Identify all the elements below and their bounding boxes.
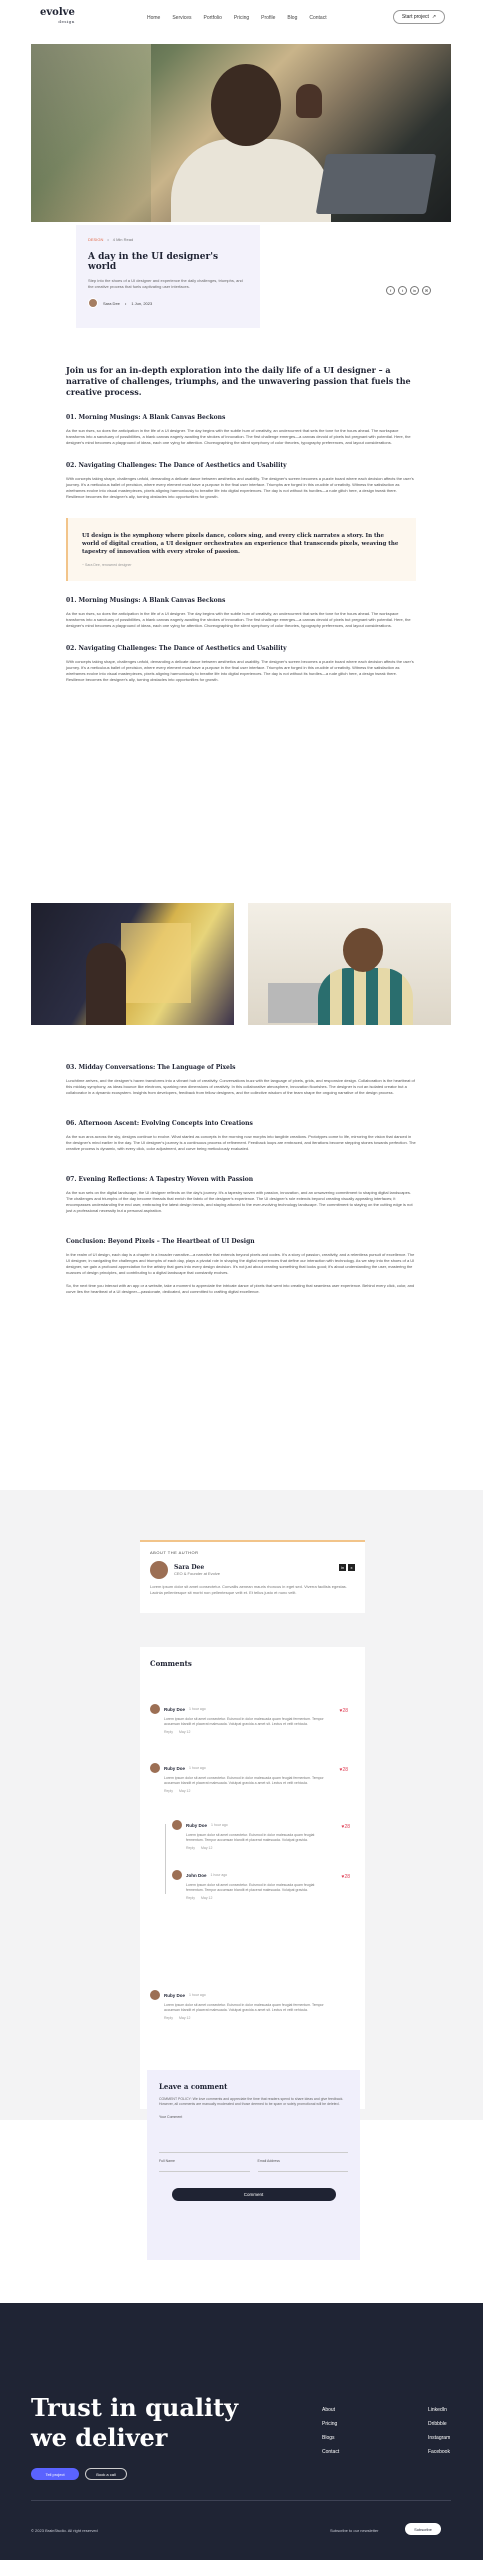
comment-time: 1 hour ago	[189, 1707, 206, 1711]
share-buttons	[386, 286, 431, 295]
avatar	[150, 1763, 160, 1773]
footer-headline-line2: we deliver	[31, 2423, 168, 2452]
comment-date: May 12	[178, 1789, 191, 1793]
nav-contact[interactable]: Contact	[309, 15, 327, 21]
comment-item	[150, 1763, 348, 1793]
comment-date: May 12	[178, 1730, 191, 1734]
hero-person-head	[211, 64, 281, 146]
section-paragraph: As the sun sets on the digital landscape, the UI designer reflects on the day's journey. It's a tapestry woven with passion, innovation, and an unwavering commitment to shaping digital landscapes. The challenges and triumphs of the day become threads that enrich the fabric of the designer's experience. The UI designer's role extends beyond creating visually appealing interfaces; it encompasses understanding the end user, embracing the latest design trends, and staying attuned to the ever-evolving technology landscape. The commitment to staying on the cutting edge is not just a professional necessity but a personal aspiration.	[66, 1190, 413, 1213]
reply-button[interactable]: Reply	[164, 2016, 173, 2020]
article-body-continued	[66, 1064, 416, 1295]
comment-text: Lorem ipsum dolor sit amet consectetur. Euismod in dolor malesuada quam feugiat fermentum. Tempor accumsan blandit et placerat malesuada. Volutpat gravida.	[186, 1883, 315, 1892]
comment-author: Ruby Doe	[164, 1992, 186, 1998]
comment-head	[150, 1704, 330, 1714]
section-paragraph: With concepts taking shape, challenges unfold, demanding a delicate dance between aesthetics and usability. The designer's screen becomes a puzzle board where each decision affects the user's journey. It's a meticulous ballet of precision, where every element must have a purpose in the final user interface. Triumphs are forged in this crucible of creativity. Witness the satisfaction as wireframes evolve into visual masterpieces, pixels aligning harmoniously to breathe life into digital experiences. The day is not without its hurdles—a rude glitch here, a design tweak there. Resilience becomes the designer's ally, turning obstacles into opportunities for growth.	[66, 476, 414, 499]
comment-time: 1 hour ago	[189, 1993, 206, 1997]
reply-thread-line	[165, 1824, 166, 1894]
post-date: 1 Jun, 2023	[131, 300, 153, 306]
copyright: © 2023 BrainStudio. All right reserved	[31, 2528, 98, 2533]
article-photos	[31, 903, 451, 1025]
like-count: 28	[344, 1874, 350, 1880]
footer-divider	[31, 2500, 451, 2501]
author-text	[174, 1564, 220, 1576]
author-role: CEO & Founder at Evolve	[174, 1571, 221, 1576]
site-footer	[0, 2303, 483, 2560]
comment-author: John Doe	[186, 1872, 207, 1878]
photo-designer-screen	[31, 903, 234, 1025]
twitter-icon[interactable]: t	[398, 286, 407, 295]
footer-link-instagram[interactable]: Instagram	[428, 2435, 451, 2441]
nav-home[interactable]: Home	[147, 15, 161, 21]
facebook-icon[interactable]: f	[386, 286, 395, 295]
post-category[interactable]: DESIGN	[88, 237, 104, 242]
reply-button[interactable]: Reply	[186, 1846, 195, 1850]
main-nav	[147, 15, 327, 21]
section-paragraph: So, the next time you interact with an app or a website, take a moment to appreciate the intricate dance of pixels that went into creating that seamless user experience. Behind every click, color, and curve lies the heartbeat of a UI designer—passionate, dedicated, and committed to crafting digital excellence.	[66, 1283, 415, 1294]
logo-subtext: design	[58, 19, 75, 24]
linkedin-icon[interactable]: in	[410, 286, 419, 295]
post-header-card	[76, 225, 260, 328]
hero-person-body	[171, 139, 331, 222]
comment-meta	[164, 2016, 330, 2020]
heart-icon: ♥	[341, 1874, 345, 1880]
comment-head	[150, 1990, 330, 2000]
comment-time: 1 hour ago	[210, 1873, 228, 1877]
post-meta	[88, 237, 248, 242]
article-lead: Join us for an in-depth exploration into the daily life of a UI designer – a narrative of challenges, triumphs, and the unwavering passion that fuels the creative process.	[66, 365, 411, 397]
section-heading: 07. Evening Reflections: A Tapestry Woven with Passion	[66, 1176, 254, 1183]
author-name: Sara Dee	[174, 1564, 205, 1571]
footer-link-facebook[interactable]: Facebook	[428, 2449, 450, 2455]
footer-link-linkedin[interactable]: LinkedIn	[428, 2407, 447, 2413]
logo[interactable]	[40, 8, 75, 26]
quote-text: UI design is the symphony where pixels dance, colors sing, and every click narrates a story. In the world of digital creation, a UI designer orchestrates an experience that transcends pixels, weaving the tapestry of innovation with every stroke of passion.	[82, 533, 399, 555]
read-time: 4 Min Read	[112, 237, 134, 242]
hero-image	[31, 44, 451, 222]
hero-light	[31, 44, 151, 222]
about-author-box	[140, 1540, 365, 1613]
comment-text: Lorem ipsum dolor sit amet consectetur. Euismod in dolor malesuada quam feugiat fermentum. Tempor accumsan blandit et placerat malesuada. Volutpat gravida.	[186, 1833, 315, 1842]
site-header	[0, 0, 483, 38]
reply-button[interactable]: Reply	[164, 1730, 173, 1734]
footer-link-blogs[interactable]: Blogs	[322, 2435, 335, 2441]
section-paragraph: As the sun rises, so does the anticipation in the life of a UI designer. The day begins with the subtle hum of creativity, an undercurrent that sets the tone for the hours ahead. The workspace transforms into a sanctuary of possibilities, a blank canvas eagerly awaiting the strokes of innovation. The first challenge emerges—a canvas devoid of pixels but pregnant with potential. Here, the designer's mind becomes a playground of ideas, each one vying for attention. Choreographing the silent symphony of color theories, typography preferences, and layout considerations.	[66, 611, 411, 628]
reply-button[interactable]: Reply	[164, 1789, 173, 1793]
author-social	[339, 1564, 355, 1571]
heart-icon: ♥	[339, 1767, 343, 1773]
blockquote	[66, 518, 416, 581]
comment-meta	[164, 1789, 330, 1793]
like-button[interactable]	[341, 1824, 350, 1830]
nav-profile[interactable]: Profile	[261, 15, 276, 21]
comment-author: Ruby Doe	[164, 1765, 186, 1771]
photo-person	[86, 943, 126, 1025]
comment-time: 1 hour ago	[211, 1823, 228, 1827]
newsletter-text: Subscribe to our newsletter	[330, 2528, 379, 2533]
dot-separator: •	[107, 237, 109, 242]
nav-pricing[interactable]: Pricing	[233, 15, 250, 21]
comment-policy: COMMENT POLICY: We love comments and appreciate the time that readers spend to share ideas and give feedback. However, all comments are manually moderated and those deemed to be spam or solely promotional will be deleted.	[159, 2097, 344, 2106]
comment-author: Ruby Doe	[164, 1706, 186, 1712]
reply-button[interactable]: Reply	[186, 1896, 195, 1900]
start-project-button[interactable]	[393, 10, 445, 24]
nav-portfolio[interactable]: Portfolio	[203, 15, 222, 21]
submit-comment-button[interactable]: Comment	[172, 2188, 336, 2201]
footer-headline-line1: Trust in quality	[31, 2393, 239, 2422]
reply-item	[172, 1870, 350, 1900]
start-project-label: Start project	[401, 14, 429, 20]
comment-field-label: Your Comment	[159, 2115, 183, 2119]
photo-person-shirt	[318, 968, 413, 1025]
author-info	[150, 1561, 355, 1579]
section-heading: 01. Morning Musings: A Blank Canvas Beckons	[66, 597, 226, 604]
comment-meta	[186, 1896, 332, 1900]
comment-date: May 12	[200, 1846, 213, 1850]
comment-author: Ruby Doe	[186, 1822, 208, 1828]
comment-meta	[186, 1846, 332, 1850]
comment-item	[150, 1704, 348, 1734]
comment-date: May 12	[178, 2016, 191, 2020]
photo-screen	[121, 923, 191, 1003]
footer-link-pricing[interactable]: Pricing	[322, 2421, 338, 2427]
comment-textarea[interactable]	[159, 2119, 348, 2153]
like-button[interactable]	[341, 1874, 350, 1880]
hero-laptop	[316, 154, 437, 214]
post-excerpt: Step into the shoes of a UI designer and experience the daily challenges, triumphs, and the creative process that fuels captivating user interfaces.	[88, 278, 243, 289]
footer-headline	[31, 2393, 238, 2453]
section-heading: 03. Midday Conversations: The Language of Pixels	[66, 1064, 236, 1071]
footer-link-dribbble[interactable]: Dribbble	[428, 2421, 447, 2427]
mail-icon[interactable]: ✉	[422, 286, 431, 295]
footer-link-about[interactable]: About	[322, 2407, 336, 2413]
section-heading: 01. Morning Musings: A Blank Canvas Beckons	[66, 414, 226, 421]
reply-item	[172, 1820, 350, 1850]
form-title: Leave a comment	[159, 2082, 228, 2091]
section-paragraph: With concepts taking shape, challenges unfold, demanding a delicate dance between aesthetics and usability. The designer's screen becomes a puzzle board where each decision affects the user's journey. It's a meticulous ballet of precision, where every element must have a purpose in the final user interface. Triumphs are forged in this crucible of creativity. Witness the satisfaction as wireframes evolve into visual masterpieces, pixels aligning harmoniously to breathe life into digital experiences. The day is not without its hurdles—a rude glitch here, a design tweak there. Resilience becomes the designer's ally, turning obstacles into opportunities for growth.	[66, 659, 414, 682]
comments-title: Comments	[150, 1659, 192, 1668]
book-call-button[interactable]: Book a call	[85, 2468, 127, 2480]
avatar	[88, 298, 98, 308]
dot-separator: •	[124, 300, 127, 306]
like-count: 28	[342, 1767, 348, 1773]
section-paragraph: Lunchtime arrives, and the designer's haven transforms into a vibrant hub of creativity. Conversations buzz with the language of pixels, grids, and responsive design. Collaboration is the heartbeat of this midday symphony, as ideas bounce like electrons, sparking new dimensions of creativity. In this collaborative atmosphere, innovation flourishes. The designer is not an isolated creator but a collaborator in a dynamic ecosystem. Insights from developers, feedback from fellow designers, and the collective wisdom of the team shape the ongoing narrative of the design process.	[66, 1078, 415, 1095]
post-author	[88, 298, 248, 308]
comment-text: Lorem ipsum dolor sit amet consectetur. Euismod in dolor malesuada quam feugiat fermentum. Tempor accumsan blandit et placerat malesuada. Volutpat gravida a amet sit. Lectus et velit vehicula.	[164, 1717, 324, 1726]
quote-author: ~ Sara Dee, renowned designer	[82, 563, 132, 567]
photo-person-head	[343, 928, 383, 972]
twitter-icon[interactable]: x	[348, 1564, 355, 1571]
post-title: A day in the UI designer's world	[88, 252, 219, 272]
full-name-field[interactable]: Full Name	[159, 2159, 250, 2172]
section-heading: Conclusion: Beyond Pixels – The Heartbeat of UI Design	[66, 1238, 255, 1245]
section-paragraph: As the sun rises, so does the anticipation in the life of a UI designer. The day begins with the subtle hum of creativity, an undercurrent that sets the tone for the hours ahead. The workspace transforms into a sanctuary of possibilities, a blank canvas eagerly awaiting the strokes of innovation. The first challenge emerges—a canvas devoid of pixels but pregnant with potential. Here, the designer's mind becomes a playground of ideas, each one vying for attention. Choreographing the silent symphony of color theories, typography preferences, and layout considerations.	[66, 428, 411, 445]
logo-text: evolve	[40, 7, 75, 18]
comment-head	[172, 1870, 332, 1880]
avatar	[150, 1561, 168, 1579]
avatar	[172, 1820, 182, 1830]
comment-item	[150, 1990, 330, 2020]
section-heading: 06. Afternoon Ascent: Evolving Concepts into Creations	[66, 1120, 253, 1127]
avatar	[150, 1990, 160, 2000]
footer-link-contact[interactable]: Contact	[322, 2449, 340, 2455]
article-body	[66, 365, 416, 683]
subscribe-button[interactable]: Subscribe	[405, 2523, 441, 2535]
section-heading: 02. Navigating Challenges: The Dance of Aesthetics and Usability	[66, 645, 287, 652]
tell-project-button[interactable]: Tell project	[31, 2468, 79, 2480]
comment-text: Lorem ipsum dolor sit amet consectetur. Euismod in dolor malesuada quam feugiat fermentum. Tempor accumsan blandit et placerat malesuada. Volutpat gravida a amet sit. Lectus et velit vehicula.	[164, 1776, 324, 1785]
author-bio: Lorem ipsum dolor sit amet consectetur. Convallis aenean mauris rhoncus in eget sed. Viverra facilisis egestas. Lacinia pellentesque sit morbi non pellentesque velit et. Et tellus justo et nunc velit.	[150, 1584, 347, 1595]
about-author-label: ABOUT THE AUTHOR	[150, 1550, 199, 1555]
comment-text: Lorem ipsum dolor sit amet consectetur. Euismod in dolor malesuada quam feugiat fermentum. Tempor accumsan blandit et placerat malesuada. Volutpat gravida a amet sit. Lectus et velit vehicula.	[164, 2003, 324, 2012]
leave-comment-form	[147, 2070, 360, 2260]
comment-head	[172, 1820, 332, 1830]
linkedin-icon[interactable]: in	[340, 1565, 345, 1570]
section-heading: 02. Navigating Challenges: The Dance of Aesthetics and Usability	[66, 462, 287, 469]
comment-head	[150, 1763, 330, 1773]
arrow-right-icon: ↗	[431, 14, 437, 20]
comment-meta	[164, 1730, 330, 1734]
heart-icon: ♥	[341, 1824, 345, 1830]
footer-links-pages	[322, 2407, 339, 2455]
author-name[interactable]: Sara Dee	[103, 300, 120, 306]
nav-services[interactable]: Services	[172, 15, 192, 21]
avatar	[150, 1704, 160, 1714]
section-paragraph: As the sun arcs across the sky, designs continue to evolve. What started as concepts in the morning now morphs into tangible creations. Prototypes come to life, mirroring the vision that danced in the designer's mind earlier in the day. The UI designer's journey is a continuous process of refinement. Feedback loops are embraced, and iterations become stepping stones towards perfection. The creative process is dynamic, with every click, color adjustment, and curve being meticulously evaluated.	[66, 1134, 416, 1151]
comment-time: 1 hour ago	[189, 1766, 206, 1770]
photo-designer-laptop	[248, 903, 451, 1025]
comment-date: May 12	[200, 1896, 213, 1900]
email-field[interactable]: Email Address	[258, 2159, 349, 2172]
like-count: 28	[342, 1708, 348, 1714]
like-button[interactable]	[339, 1767, 348, 1773]
avatar	[172, 1870, 182, 1880]
like-count: 28	[344, 1824, 350, 1830]
name-email-row	[159, 2159, 348, 2172]
section-paragraph: In the realm of UI design, each day is a chapter in a broader narrative—a narrative that extends beyond pixels and codes. It's a story of passion, creativity, and a relentless pursuit of excellence. The UI designer, in navigating the challenges and triumphs of each day, plays a pivotal role in shaping the digital experiences that define our interaction with technology. As we step into the shoes of a UI designer, we gain a profound appreciation for the artistry that goes into every design decision. It's not just about creating something that looks good; it's about understanding the user, mastering the nuances of design principles, and contributing to a digital landscape that constantly evolves.	[66, 1252, 415, 1275]
nav-blog[interactable]: Blog	[287, 15, 298, 21]
heart-icon: ♥	[339, 1708, 343, 1714]
like-button[interactable]	[339, 1708, 348, 1714]
footer-links-social	[428, 2407, 450, 2455]
hero-hand	[296, 84, 322, 118]
